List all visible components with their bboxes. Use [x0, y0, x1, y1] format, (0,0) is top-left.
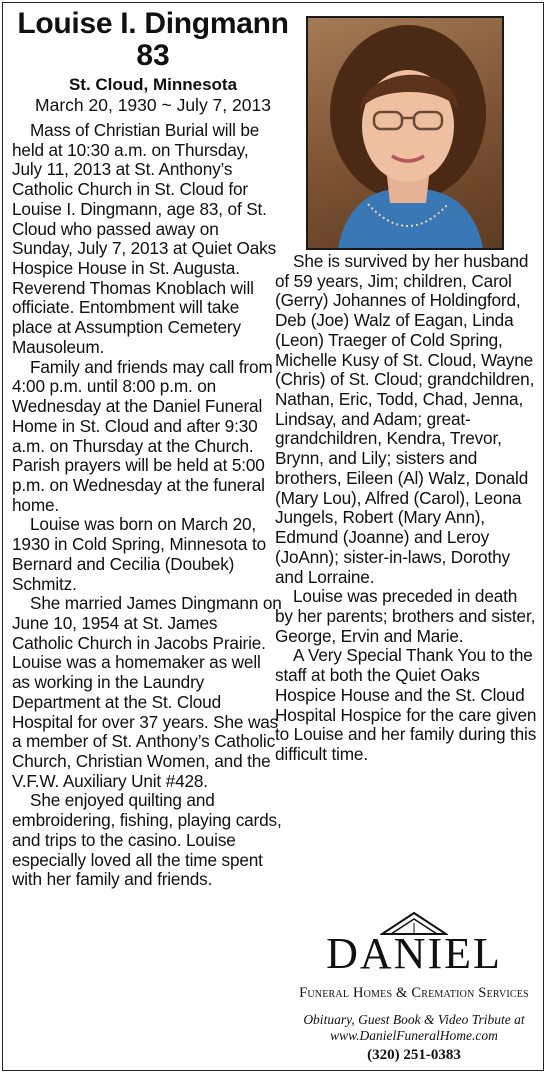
funeral-home-phone: (320) 251-0383 [367, 1047, 461, 1063]
paragraph-survivors: She is survived by her husband of 59 years, Jim; children, Carol (Gerry) Johannes of Holdingford, Deb (Joe) Walz of Eagan, Linda (Leon) Traeger of Cold Spring, Michelle Kusy of St. Cloud, Wayne (Chris) of St. Cloud; grandchildren, Nathan, Eric, Todd, Chad, Jenna, Lindsay, and Adam; great-grandchildren, Kendra, Trevor, Brynn, and Lily; sisters and brothers, Eileen (Al) Walz, Donald (Mary Lou), Alfred (Carol), Leona Jungels, Robert (Mary Ann), Edmund (Joanne) and Leroy (JoAnn); sister-in-laws, Dorothy and Lorraine. [275, 251, 535, 587]
paragraph-service: Mass of Christian Burial will be held at 10:30 a.m. on Thursday, July 11, 2013 at St. Anthony’s Catholic Church in St. Cloud for Louise I. Dingmann, age 83, of St. Cloud who passed away on Sunday, July 7, 2013 at Quiet Oaks Hospice House in St. Augusta. Reverend Thomas Knoblach will officiate. Entombment will take place at Assumption Cemetery Mausoleum. [12, 120, 277, 357]
funeral-home-tagline: Funeral Homes & Cremation Services [299, 985, 529, 1001]
paragraph-visitation: Family and friends may call from 4:00 p.m. until 8:00 p.m. on Wednesday at the Daniel Funeral Home in St. Cloud and after 9:30 a.m. on Thursday at the Church. Parish prayers will be held at 5:00 p.m. on Wednesday at the funeral home. [12, 356, 273, 515]
deceased-name: Louise I. Dingmann [17, 7, 289, 40]
paragraph-marriage: She married James Dingmann on June 10, 1954 at St. James Catholic Church in Jacobs Prairie. Louise was a homemaker as well as working in the Laundry Department at the St. Cloud Hospital for over 37 years. She was a member of St. Anthony’s Catholic Church, Christian Women, and the V.F.W. Auxiliary Unit #428. [12, 593, 282, 791]
paragraph-hobbies: She enjoyed quilting and embroidering, fishing, playing cards, and trips to the casino. Louise especially loved all the time spent with her family and friends. [12, 790, 282, 890]
location: St. Cloud, Minnesota [68, 75, 238, 94]
paragraph-birth: Louise was born on March 20, 1930 in Cold Spring, Minnesota to Bernard and Cecilia (Doubek) Schmitz. [12, 514, 266, 594]
life-dates: March 20, 1930 ~ July 7, 2013 [35, 95, 271, 115]
paragraph-thanks: A Very Special Thank You to the staff at both the Quiet Oaks Hospice House and the St. Cloud Hospital Hospice for the care given to Louise and her family during this difficult time. [275, 645, 537, 764]
portrait-illustration [308, 18, 502, 248]
funeral-home-logo [296, 912, 532, 1062]
tribute-website-note: Obituary, Guest Book & Video Tribute at www.DanielFuneralHome.com [303, 1012, 525, 1043]
paragraph-preceded: Louise was preceded in death by her parents; brothers and sister, George, Ervin and Marie. [275, 586, 536, 646]
funeral-home-name: DANIEL [326, 929, 502, 978]
portrait-photo [306, 16, 504, 250]
obituary-column-left [12, 121, 282, 890]
deceased-age: 83 [136, 39, 170, 72]
obituary-column-right [275, 252, 537, 765]
